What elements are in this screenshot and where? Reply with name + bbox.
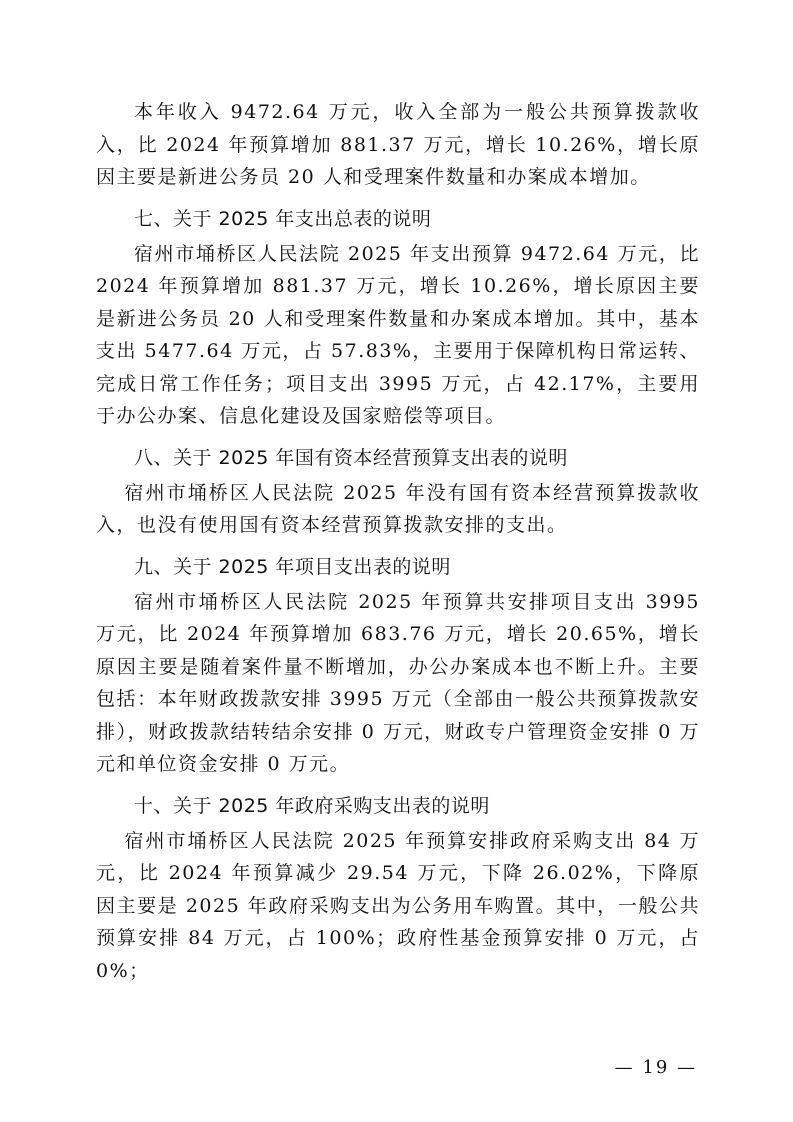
section-body-9: 宿州市埇桥区人民法院 2025 年预算共安排项目支出 3995 万元，比 2024 年预算增加 683.76 万元，增长 20.65%，增长原因主要是随着案件量不断增加，办公办案成本也不断上升。主要包括：本年财政拨款安排 3995 万元（全部由一般公共预算拨款安排），财政拨款结转结余安排 0 万元，财政专户管理资金安排 0 万元和单位资金安排 0 万元。 (96, 590, 700, 775)
page-number: — 19 — (614, 1057, 697, 1078)
section-heading-7: 七、关于 2025 年支出总表的说明 (134, 207, 432, 230)
section-heading-8: 八、关于 2025 年国有资本经营预算支出表的说明 (134, 446, 568, 469)
section-body-7: 宿州市埇桥区人民法院 2025 年支出预算 9472.64 万元，比 2024 年预算增加 881.37 万元，增长 10.26%，增长原因主要是新进公务员 20 人和受理案件数量和办案成本增加。其中，基本支出 5477.64 万元，占 57.83%，主要用于保障机构日常运转、完成日常工作任务；项目支出 3995 万元，占 42.17%，主要用于办公办案、信息化建设及国家赔偿等项目。 (96, 242, 700, 427)
section-body-10: 宿州市埇桥区人民法院 2025 年预算安排政府采购支出 84 万元，比 2024 年预算减少 29.54 万元，下降 26.02%，下降原因主要是 2025 年政府采购支出为公务用车购置。其中，一般公共预算安排 84 万元，占 100%；政府性基金预算安排 0 万元，占 0%； (96, 829, 700, 982)
section-heading-9: 九、关于 2025 年项目支出表的说明 (134, 555, 451, 578)
section-body-8: 宿州市埇桥区人民法院 2025 年没有国有资本经营预算拨款收入，也没有使用国有资本经营预算拨款安排的支出。 (96, 481, 700, 536)
document-page (96, 96, 700, 987)
section-heading-10: 十、关于 2025 年政府采购支出表的说明 (134, 794, 490, 817)
paragraph-intro: 本年收入 9472.64 万元，收入全部为一般公共预算拨款收入，比 2024 年预算增加 881.37 万元，增长 10.26%，增长原因主要是新进公务员 20 人和受理案件数量和办案成本增加。 (96, 101, 700, 188)
